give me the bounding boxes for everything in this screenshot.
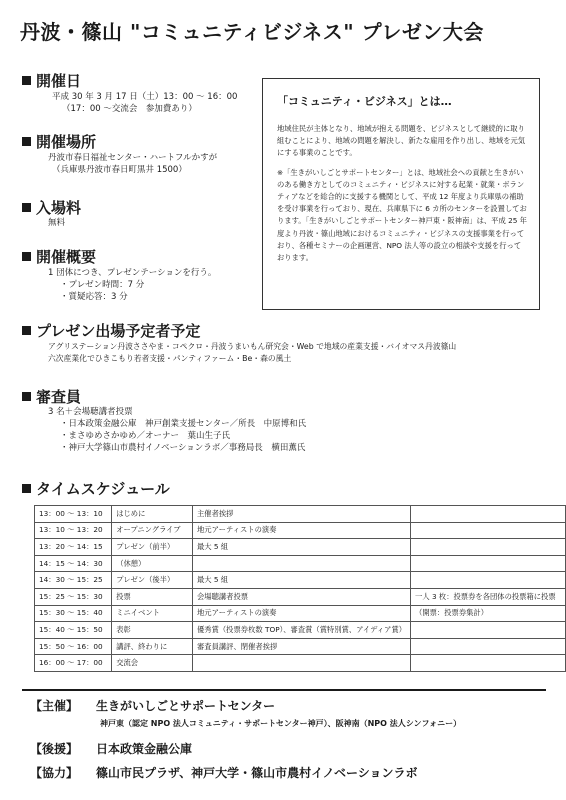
schedule-item-cell: 交流会 [112, 655, 193, 672]
schedule-row [35, 588, 566, 605]
schedule-row [35, 638, 566, 655]
schedule-item-cell: プレゼン（後半） [112, 572, 193, 589]
schedule-item-cell: 投票 [112, 588, 193, 605]
schedule-item-cell: プレゼン（前半） [112, 539, 193, 556]
schedule-time-cell: 15：50 ～ 16：00 [35, 638, 112, 655]
support-label: 【後援】 [30, 742, 79, 756]
presenters-heading [22, 320, 200, 341]
presenters-line-2: 六次産業化でひきこもり若者支援・パンティファーム・Be・森の風土 [48, 354, 292, 363]
schedule-time-cell: 13：00 ～ 13：10 [35, 506, 112, 523]
coop-names: 篠山市民プラザ、神戸大学・篠山市農村イノベーションラボ [96, 766, 418, 780]
schedule-detail-cell [193, 555, 411, 572]
schedule-row [35, 539, 566, 556]
judges-line-2: ・日本政策金融公庫 神戸創業支援センター／所長 中原博和氏 [60, 419, 307, 429]
info-box [262, 78, 540, 310]
venue-line-2: （兵庫県丹波市春日町黒井 1500） [52, 165, 187, 175]
schedule-time-cell: 15：40 ～ 15：50 [35, 622, 112, 639]
info-box-title: 「コミュニティ・ビジネス」とは… [277, 95, 452, 108]
schedule-note-cell [411, 555, 566, 572]
schedule-row [35, 555, 566, 572]
coop-label: 【協力】 [30, 766, 79, 780]
overview-heading [22, 246, 96, 267]
schedule-detail-cell [193, 655, 411, 672]
square-bullet-icon [22, 137, 31, 146]
judges-line-1: 3 名＋会場聴講者投票 [48, 407, 133, 417]
schedule-row [35, 622, 566, 639]
schedule-note-cell: （開票：投票券集計） [411, 605, 566, 622]
schedule-detail-cell: 会場聴講者投票 [193, 588, 411, 605]
schedule-item-cell: はじめに [112, 506, 193, 523]
schedule-item-cell: （休憩） [112, 555, 193, 572]
judges-heading-label: 審査員 [36, 388, 82, 406]
schedule-detail-cell: 優秀賞（投票券枚数 TOP）、審査賞（賞特別賞、アイディア賞） [193, 622, 411, 639]
presenters-line-1: アグリステーション丹波ささやま・コペクロ・丹波うまいもん研究会・Web で地域の産業支援・バイオマス丹波篠山 [48, 342, 457, 351]
schedule-note-cell [411, 622, 566, 639]
info-box-paragraph-2: ※「生きがいしごとサポートセンター」とは、地域社会への貢献と生きがいのある働き方としてのコミュニティ・ビジネスに対する起業・就業・ボランティアなどを総合的に支援する機関として、平成 12 年度より兵庫県の補助を受け事業を行っており、現在、兵庫県下に 6 カ所のセンターを設置しております。「生きがいしごとサポートセンター神戸東・阪神南」は、平成 25 年度より丹波・篠山地域におけるコミュニティ・ビジネスの支援事業を行っており、各種セミナーの企画運営、NPO 法人等の設立の相談や支援を行っております。 [277, 167, 527, 263]
schedule-row [35, 506, 566, 523]
page-title: 丹波・篠山 "コミュニティビジネス" プレゼン大会 [20, 20, 484, 44]
square-bullet-icon [22, 326, 31, 335]
schedule-heading-label: タイムスケジュール [36, 480, 170, 498]
schedule-time-cell: 14：30 ～ 15：25 [35, 572, 112, 589]
schedule-note-cell [411, 638, 566, 655]
organizer-name: 生きがいしごとサポートセンター [96, 699, 276, 713]
schedule-item-cell: 表彰 [112, 622, 193, 639]
footer-divider [22, 689, 546, 691]
overview-heading-label: 開催概要 [36, 248, 97, 266]
schedule-detail-cell: 審査員講評、閉催者挨拶 [193, 638, 411, 655]
schedule-note-cell [411, 522, 566, 539]
judges-heading [22, 386, 81, 407]
square-bullet-icon [22, 76, 31, 85]
venue-heading-label: 開催場所 [36, 133, 97, 151]
schedule-time-cell: 14：15 ～ 14：30 [35, 555, 112, 572]
schedule-time-cell: 15：30 ～ 15：40 [35, 605, 112, 622]
venue-heading [22, 131, 96, 152]
schedule-item-cell: ミニイベント [112, 605, 193, 622]
date-line-1: 平成 30 年 3 月 17 日（土）13：00 ～ 16：00 [52, 92, 238, 102]
schedule-note-cell [411, 572, 566, 589]
schedule-item-cell: 講評、終わりに [112, 638, 193, 655]
schedule-detail-cell: 最大 5 組 [193, 572, 411, 589]
judges-line-3: ・まさゆめさかゆめ／オーナー 葉山生子氏 [60, 431, 231, 441]
schedule-time-cell: 13：20 ～ 14：15 [35, 539, 112, 556]
date-heading-label: 開催日 [36, 72, 82, 90]
schedule-time-cell: 13：10 ～ 13：20 [35, 522, 112, 539]
schedule-note-cell [411, 506, 566, 523]
schedule-note-cell: 一人 3 枚：投票券を各団体の投票箱に投票 [411, 588, 566, 605]
schedule-table [34, 505, 566, 672]
fee-heading [22, 197, 81, 218]
organizer-label: 【主催】 [30, 699, 79, 713]
schedule-time-cell: 15：25 ～ 15：30 [35, 588, 112, 605]
support-name: 日本政策金融公庫 [96, 742, 193, 756]
venue-line-1: 丹波市春日福祉センター・ハートフルかすが [48, 153, 218, 163]
schedule-row [35, 605, 566, 622]
overview-line-1: 1 団体につき、プレゼンテーションを行う。 [48, 268, 217, 278]
square-bullet-icon [22, 392, 31, 401]
schedule-detail-cell: 主催者挨拶 [193, 506, 411, 523]
square-bullet-icon [22, 252, 31, 261]
square-bullet-icon [22, 203, 31, 212]
schedule-heading [22, 478, 170, 499]
judges-line-4: ・神戸大学篠山市農村イノベーションラボ／事務局長 横田薫氏 [60, 443, 306, 453]
info-box-paragraph-1: 地域住民が主体となり、地域が抱える問題を、ビジネスとして継続的に取り組むことにより、地域の問題を解決し、新たな雇用を作り出し、地域を元気にする事業のことです。 [277, 124, 526, 158]
fee-line-1: 無料 [48, 218, 66, 228]
schedule-note-cell [411, 655, 566, 672]
schedule-detail-cell: 地元アーティストの演奏 [193, 522, 411, 539]
schedule-time-cell: 16：00 ～ 17：00 [35, 655, 112, 672]
date-heading [22, 70, 81, 91]
organizer-sub: 神戸東（認定 NPO 法人コミュニティ・サポートセンター神戸）、阪神南（NPO 法人シンフォニー） [100, 719, 462, 728]
schedule-row [35, 522, 566, 539]
presenters-heading-label: プレゼン出場予定者予定 [36, 322, 201, 340]
fee-heading-label: 入場料 [36, 199, 82, 217]
square-bullet-icon [22, 484, 31, 493]
schedule-note-cell [411, 539, 566, 556]
schedule-detail-cell: 最大 5 組 [193, 539, 411, 556]
schedule-row [35, 572, 566, 589]
schedule-item-cell: オープニングライブ [112, 522, 193, 539]
schedule-row [35, 655, 566, 672]
schedule-detail-cell: 地元アーティストの演奏 [193, 605, 411, 622]
overview-line-3: ・質疑応答：3 分 [60, 292, 128, 302]
overview-line-2: ・プレゼン時間：7 分 [60, 280, 145, 290]
date-line-2: （17：00 ～交流会 参加費あり） [62, 104, 197, 114]
